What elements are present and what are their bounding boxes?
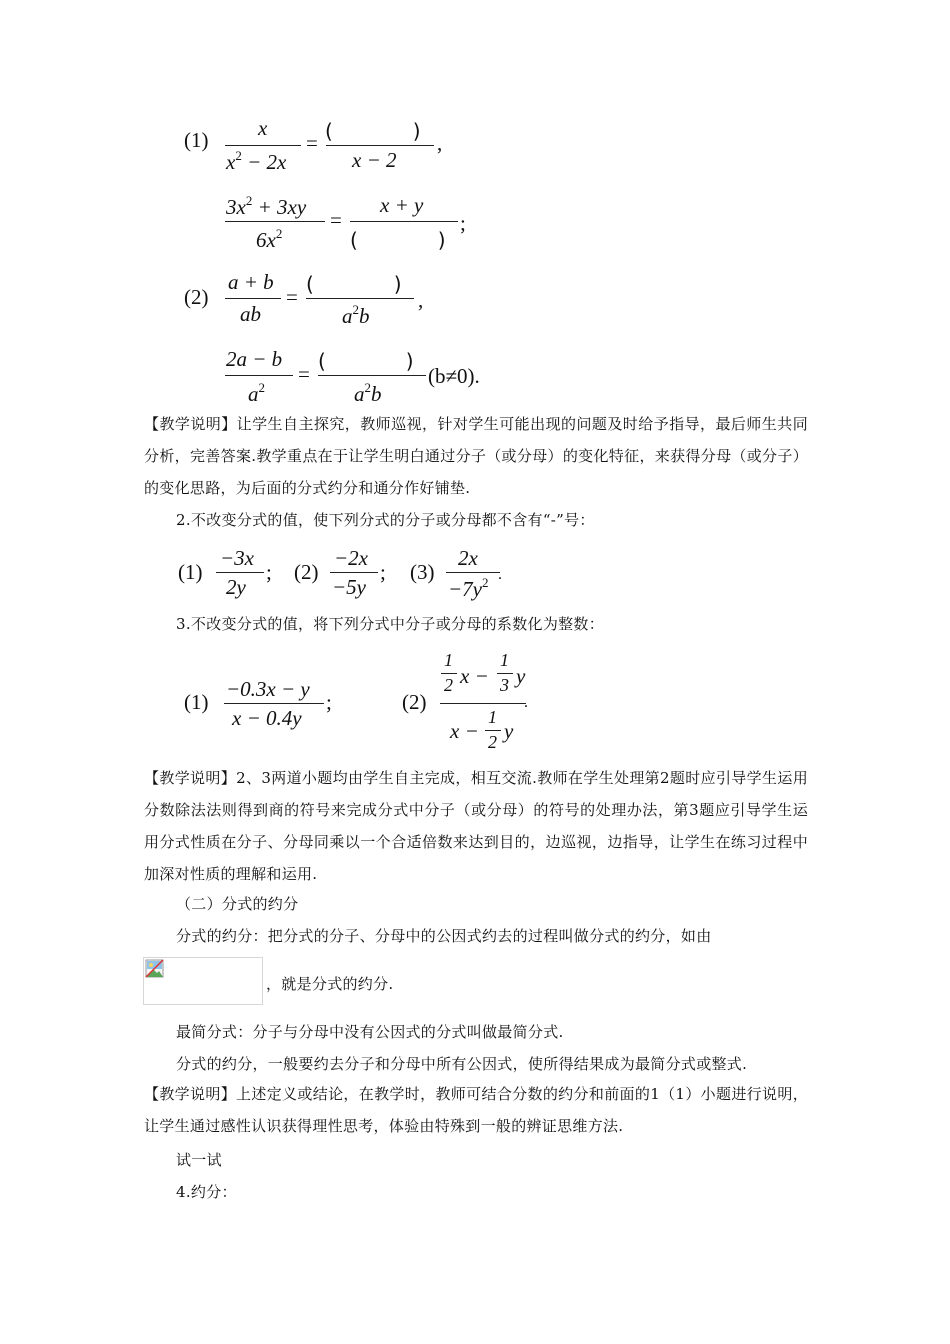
fraction-denominator: ab — [240, 302, 261, 326]
item-label: (1) — [178, 560, 203, 584]
fraction-bar — [224, 703, 324, 704]
fraction-numerator: −2x — [334, 546, 368, 570]
q1-label-1: (1) — [184, 128, 209, 152]
fraction-numerator: −3x — [220, 546, 254, 570]
q2-title: 2.不改变分式的值，使下列分式的分子或分母都不含有“-”号： — [176, 511, 595, 529]
fraction-denominator: −5y — [332, 575, 366, 599]
fraction-bar — [350, 221, 458, 222]
punctuation: ; — [266, 560, 272, 584]
equals-sign: = — [298, 362, 310, 386]
fraction-bar — [225, 375, 293, 376]
fraction-numerator: $3x^2 + 3xy$ — [226, 193, 307, 219]
item-label: (2) — [402, 690, 427, 714]
blank-parentheses: ( ) — [350, 228, 446, 252]
fraction-bar — [318, 375, 426, 376]
sub-denominator: 3 — [500, 675, 509, 695]
fraction-denominator: 2y — [226, 575, 246, 599]
blank-parentheses: ( ) — [306, 272, 402, 296]
fraction-bar — [440, 703, 526, 704]
sub-numerator: 1 — [444, 650, 453, 670]
teaching-note-1: 【教学说明】让学生自主探究，教师巡视，针对学生可能出现的问题及时给予指导，最后师生共同分析，完善答案.教学重点在于让学生明白通过分子（或分母）的变化特征，来获得分母（或分子）的变化思路，为后面的分式约分和通分作好铺垫. — [144, 415, 808, 497]
fraction-bar — [306, 298, 414, 299]
fraction-denominator: $6x^2$ — [256, 226, 283, 252]
fraction-bar — [441, 673, 457, 674]
q1-label-2: (2) — [184, 285, 209, 309]
sub-denominator: 2 — [444, 675, 453, 695]
q3-title: 3.不改变分式的值，将下列分式中分子或分母的系数化为整数： — [176, 615, 605, 633]
fraction-bar — [326, 145, 434, 146]
fraction-bar — [225, 221, 325, 222]
fraction-numerator: −0.3x − y — [226, 677, 310, 701]
fraction-bar — [225, 145, 301, 146]
item-label: (1) — [184, 690, 209, 714]
blank-parentheses: ( ) — [318, 349, 414, 373]
equals-sign: = — [306, 131, 318, 155]
fraction-bar — [225, 298, 281, 299]
fraction-numerator: a + b — [228, 270, 274, 294]
formula-image-placeholder — [143, 957, 263, 1005]
definition-rule: 分式的约分，一般要约去分子和分母中所有公因式，使所得结果成为最简分式或整式. — [176, 1055, 748, 1073]
fraction-bar — [216, 572, 264, 573]
denominator-end: y — [504, 719, 514, 743]
equals-sign: = — [286, 285, 298, 309]
sub-numerator: 1 — [500, 650, 509, 670]
condition: (b≠0). — [428, 364, 480, 388]
fraction-bar — [485, 730, 501, 731]
teaching-note-3: 【教学说明】上述定义或结论，在教学时，教师可结合分数的约分和前面的1（1）小题进行说明，让学生通过感性认识获得理性思考，体验由特殊到一般的辨证思维方法. — [144, 1085, 808, 1135]
punctuation: . — [524, 694, 528, 711]
item-label: (3) — [410, 560, 435, 584]
fraction-bar — [497, 673, 513, 674]
blank-parentheses: ( ) — [325, 119, 421, 143]
equals-sign: = — [330, 208, 342, 232]
fraction-denominator: $a^2$ — [248, 380, 265, 406]
fraction-bar — [446, 572, 500, 573]
fraction-denominator: $a^2b$ — [342, 302, 370, 328]
definition-simplest: 最简分式：分子与分母中没有公因式的分式叫做最简分式. — [176, 1023, 564, 1041]
numerator-end: y — [516, 664, 526, 688]
fraction-bar — [330, 572, 378, 573]
fraction-denominator: x − 0.4y — [232, 706, 302, 730]
punctuation: ; — [326, 690, 332, 714]
teaching-note-2: 【教学说明】2、3两道小题均由学生自主完成，相互交流.教师在学生处理第2题时应引导学生运用分数除法法则得到商的符号来完成分式中分子（或分母）的符号的处理办法，第3题应引导学生运用分式性质在分子、分母同乘以一个合适倍数来达到目的，边巡视，边指导，让学生在练习过程中加深对性质的理解和运用. — [144, 769, 808, 883]
definition-reduction-tail: ，就是分式的约分. — [266, 975, 394, 993]
sub-numerator: 1 — [488, 707, 497, 727]
fraction-denominator: x − 2 — [352, 148, 397, 172]
fraction-numerator: x + y — [380, 193, 424, 217]
fraction-numerator: 2x — [458, 546, 478, 570]
q4-title: 4.约分： — [176, 1183, 237, 1201]
fraction-numerator: x — [258, 116, 268, 140]
punctuation: . — [498, 566, 502, 583]
sub-denominator: 2 — [488, 732, 497, 752]
fraction-denominator: $x^2 - 2x$ — [226, 148, 287, 174]
try-heading: 试一试 — [176, 1151, 222, 1169]
punctuation: , — [418, 288, 424, 312]
punctuation: ; — [460, 211, 466, 235]
fraction-denominator: $-7y^2$ — [448, 575, 489, 601]
fraction-numerator: 2a − b — [226, 347, 283, 371]
denominator-start: x − — [450, 719, 479, 743]
numerator-mid: x − — [460, 664, 489, 688]
punctuation: ; — [380, 560, 386, 584]
broken-image-icon — [145, 959, 165, 979]
punctuation: , — [437, 131, 443, 155]
section-heading: （二）分式的约分 — [176, 895, 299, 913]
item-label: (2) — [294, 560, 319, 584]
definition-reduction: 分式的约分：把分式的分子、分母中的公因式约去的过程叫做分式的约分，如由 — [176, 927, 712, 945]
fraction-denominator: $a^2b$ — [354, 380, 382, 406]
